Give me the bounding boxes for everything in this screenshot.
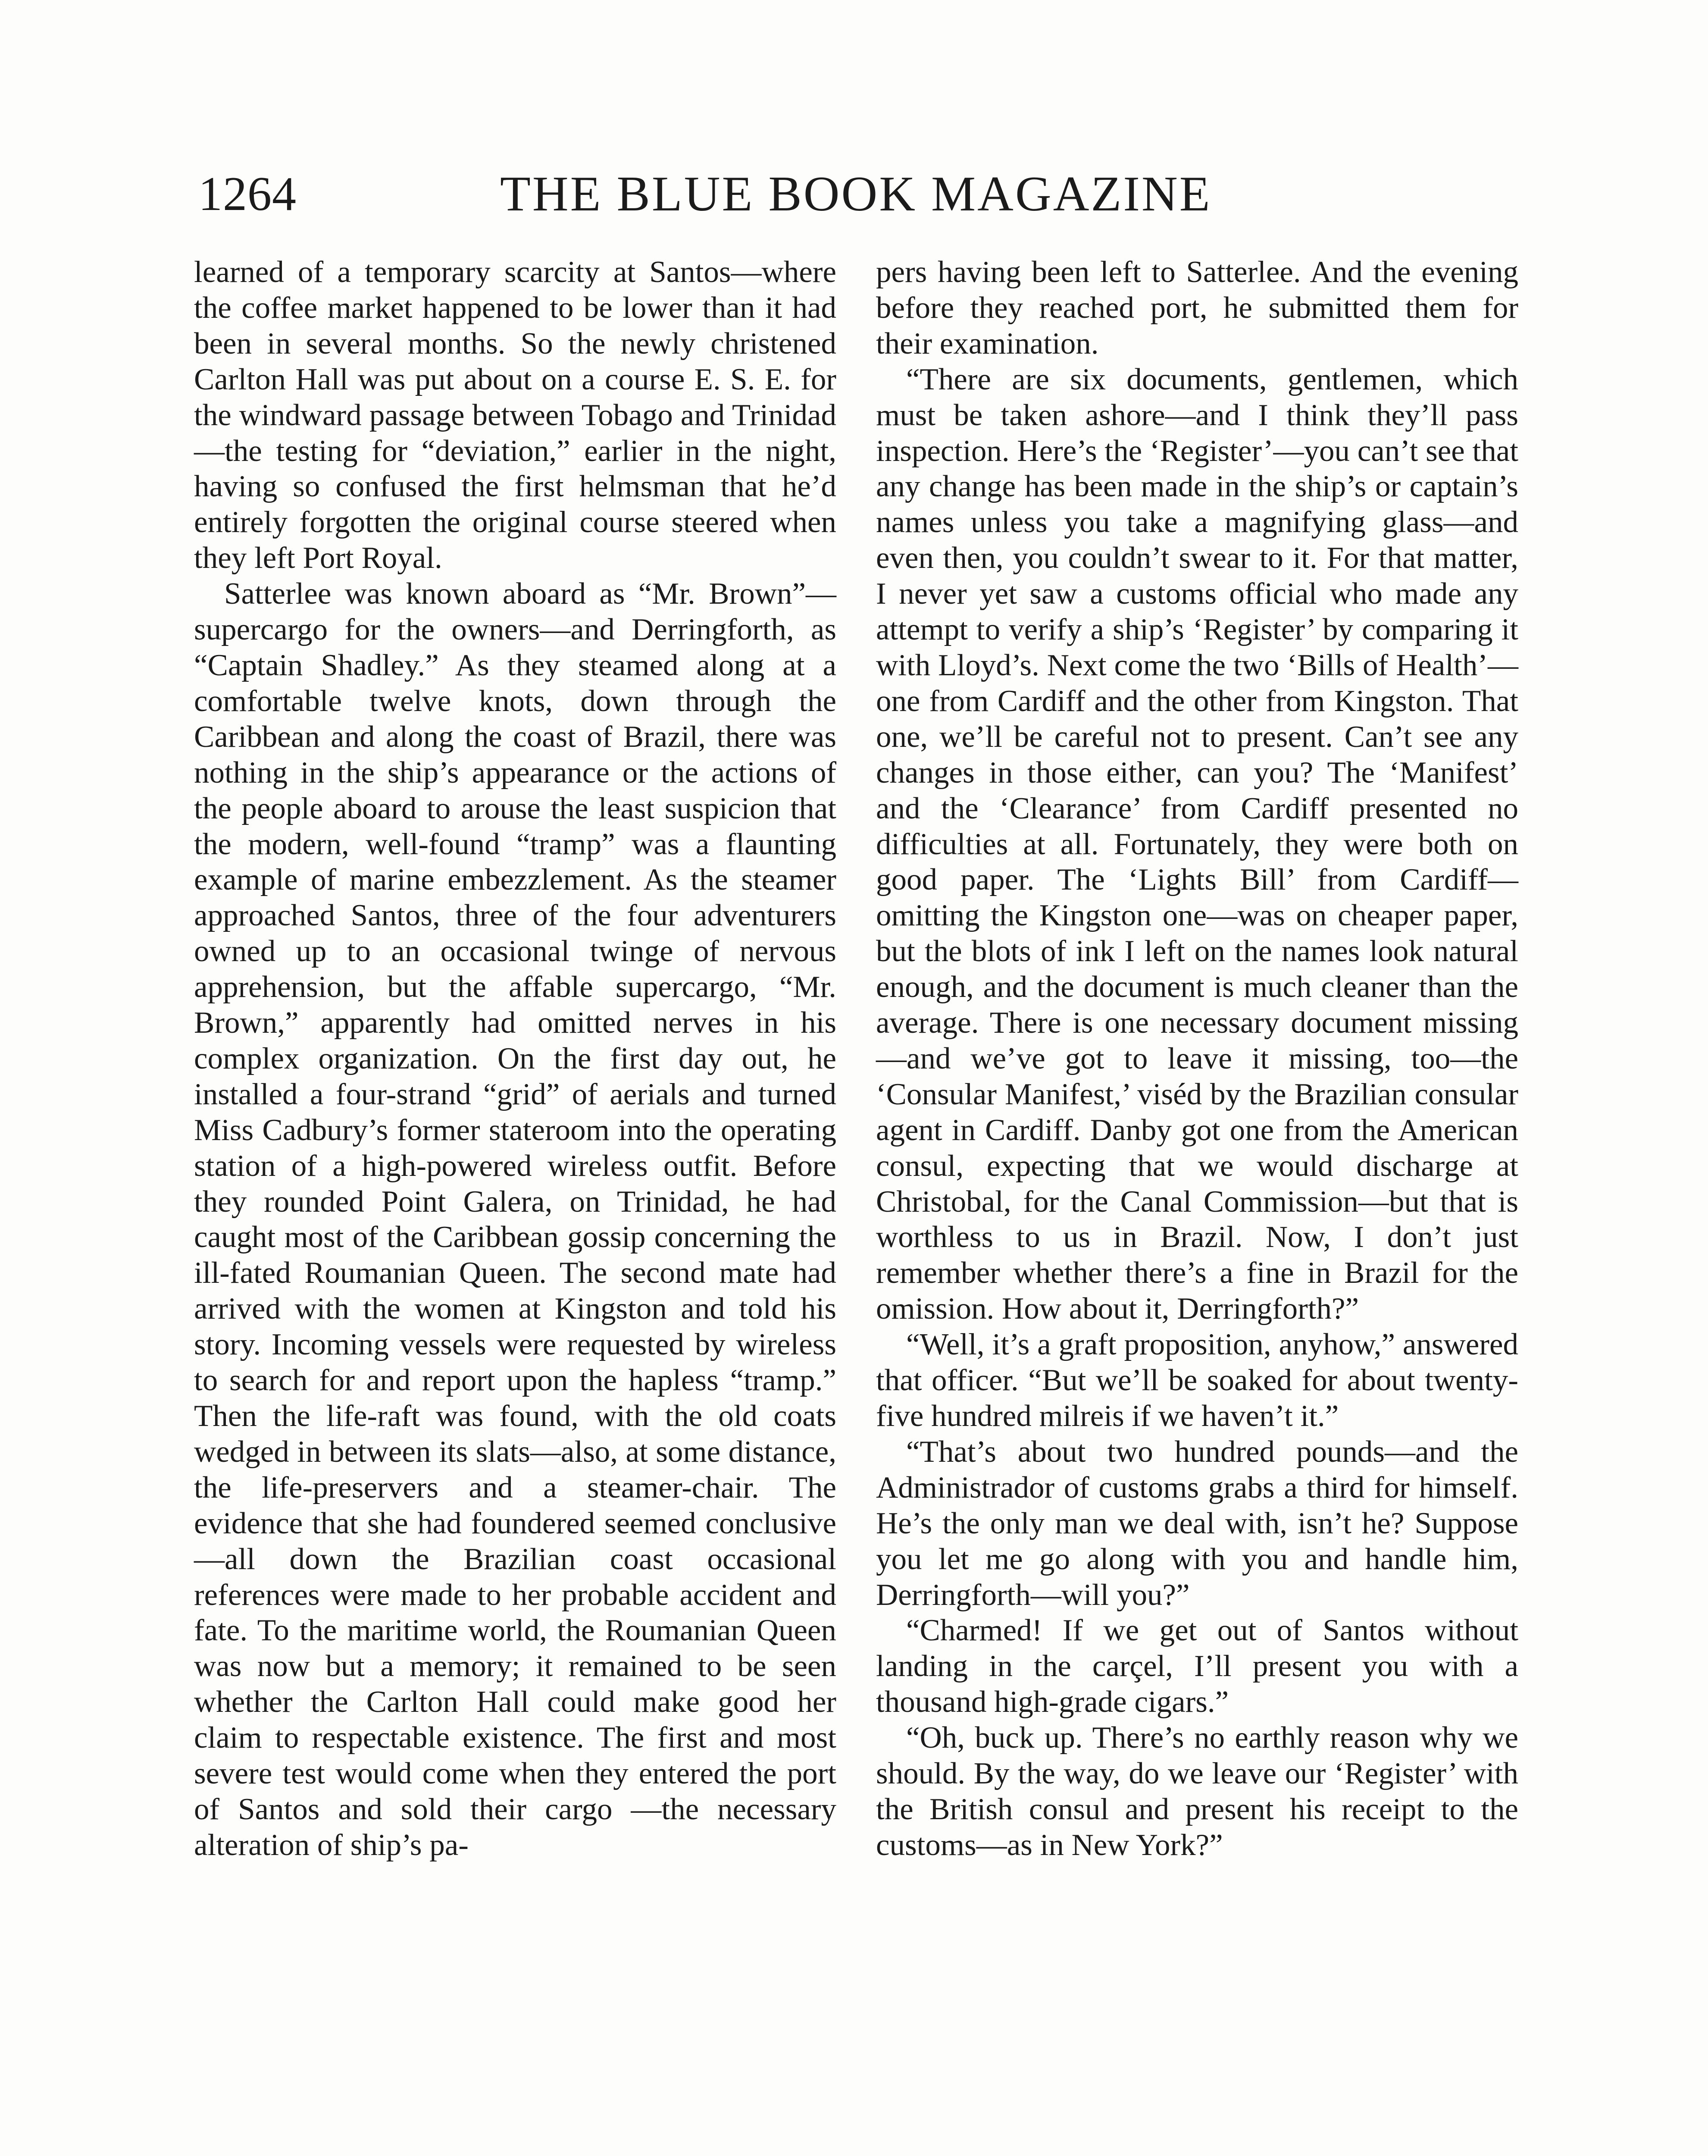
paragraph: “That’s about two hundred pounds—and the Administrador of customs grabs a third for himself. He’s the only man we deal with, isn’t he? Suppose you let me go along with you and handle him, Derringforth—will you?”	[876, 1435, 1518, 1612]
paragraph: “Well, it’s a graft proposition, anyhow,” answered that officer. “But we’ll be soaked for about twenty-five hundred milreis if we haven’t it.”	[876, 1328, 1518, 1433]
left-column	[194, 254, 836, 1863]
paragraph: “There are six documents, gentlemen, which must be taken ashore—and I think they’ll pass inspection. Here’s the ‘Register’—you can’t see that any change has been made in the ship’s or captain’s names unless you take a magnifying glass—and even then, you couldn’t swear to it. For that matter, I never yet saw a customs official who made any attempt to verify a ship’s ‘Register’ by comparing it with Lloyd’s. Next come the two ‘Bills of Health’—one from Cardiff and the other from Kingston. That one, we’ll be careful not to present. Can’t see any changes in those either, can you? The ‘Manifest’ and the ‘Clearance’ from Cardiff presented no difficulties at all. Fortunately, they were both on good paper. The ‘Lights Bill’ from Cardiff—omitting the Kingston one—was on cheaper paper, but the blots of ink I left on the names look natural enough, and the document is much cleaner than the average. There is one necessary document missing—and we’ve got to leave it missing, too—the ‘Consular Manifest,’ viséd by the Brazilian consular agent in Cardiff. Danby got one from the American consul, expecting that we would discharge at Christobal, for the Canal Commission—but that is worthless to us in Brazil. Now, I don’t just remember whether there’s a fine in Brazil for the omission. How about it, Derringforth?”	[876, 362, 1518, 1326]
paragraph: learned of a temporary scarcity at Santos—where the coffee market happened to be lower than it had been in several months. So the newly christened Carlton Hall was put about on a course E. S. E. for the windward passage between Tobago and Trinidad—the testing for “deviation,” earlier in the night, having so confused the first helmsman that he’d entirely forgotten the original course steered when they left Port Royal.	[194, 255, 836, 575]
page-number: 1264	[198, 167, 297, 221]
paragraph: pers having been left to Satterlee. And the evening before they reached port, he submitted them for their examination.	[876, 255, 1518, 360]
paragraph: “Oh, buck up. There’s no earthly reason why we should. By the way, do we leave our ‘Register’ with the British consul and present his receipt to the customs—as in New York?”	[876, 1721, 1518, 1862]
magazine-title: THE BLUE BOOK MAGAZINE	[500, 166, 1212, 222]
paragraph: Satterlee was known aboard as “Mr. Brown”—supercargo for the owners—and Derringforth, as “Captain Shadley.” As they steamed along at a comfortable twelve knots, down through the Caribbean and along the coast of Brazil, there was nothing in the ship’s appearance or the actions of the people aboard to arouse the least suspicion that the modern, well-found “tramp” was a flaunting example of marine embezzlement. As the steamer approached Santos, three of the four adventurers owned up to an occasional twinge of nervous apprehension, but the affable supercargo, “Mr. Brown,” apparently had omitted nerves in his complex organization. On the first day out, he installed a four-strand “grid” of aerials and turned Miss Cadbury’s former stateroom into the operating station of a high-powered wireless outfit. Before they rounded Point Galera, on Trinidad, he had caught most of the Caribbean gossip concerning the ill-fated Roumanian Queen. The second mate had arrived with the women at Kingston and told his story. Incoming vessels were requested by wireless to search for and report upon the hapless “tramp.” Then the life-raft was found, with the old coats wedged in between its slats—also, at some distance, the life-preservers and a steamer-chair. The evidence that she had foundered seemed conclusive—all down the Brazilian coast occasional references were made to her probable accident and fate. To the maritime world, the Roumanian Queen was now but a memory; it remained to be seen whether the Carlton Hall could make good her claim to respectable existence. The first and most severe test would come when they entered the port of Santos and sold their cargo —the necessary alteration of ship’s pa-	[194, 577, 836, 1862]
page-header	[198, 155, 1212, 233]
paragraph: “Charmed! If we get out of Santos without landing in the carçel, I’ll present you with a thousand high-grade cigars.”	[876, 1614, 1518, 1719]
right-column	[876, 254, 1518, 1863]
